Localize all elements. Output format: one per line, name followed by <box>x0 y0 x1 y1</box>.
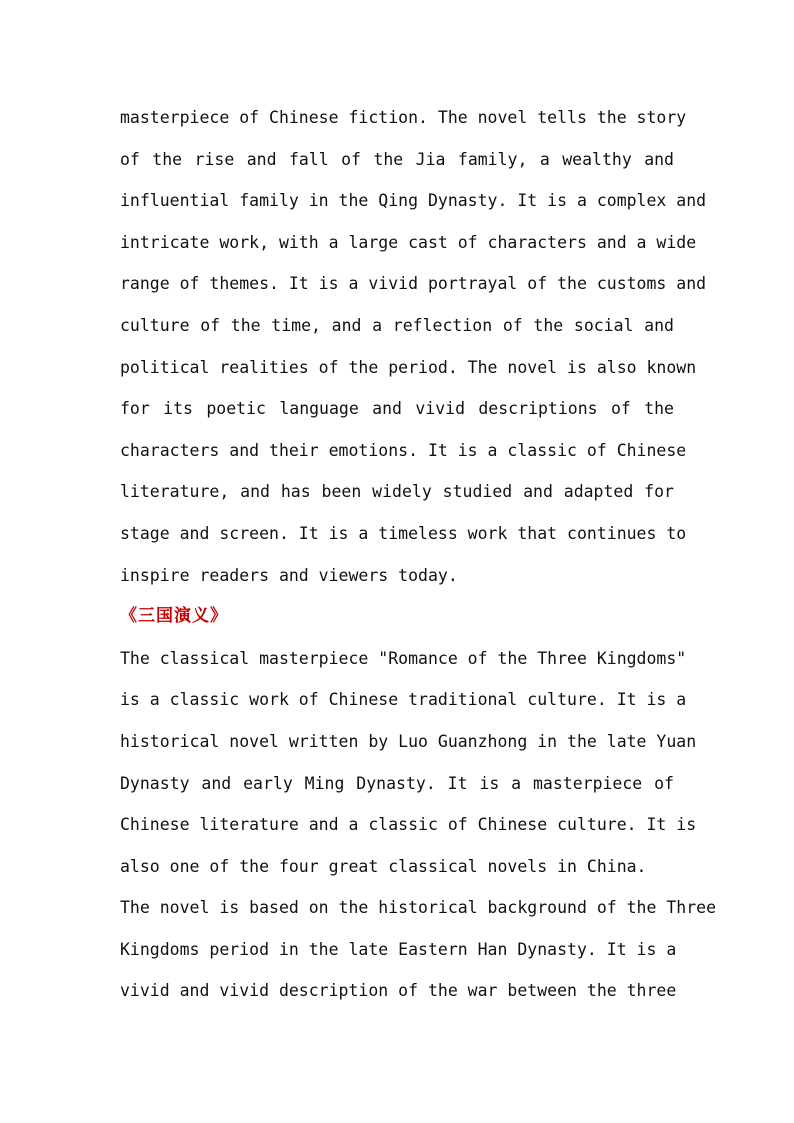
paragraph-dream-of-red-chamber <box>120 97 707 596</box>
text-line: characters and their emotions. It is a classic of Chinese <box>120 440 687 460</box>
text-line: literature, and has been widely studied and adapted for <box>120 482 674 502</box>
text-line: political realities of the period. The novel is also known <box>120 357 697 377</box>
text-line: also one of the four great classical novels in China. <box>120 856 647 876</box>
section-heading: 《三国演义》 <box>120 606 228 627</box>
text-line: The classical masterpiece "Romance of the Three Kingdoms" <box>120 648 687 668</box>
text-line: is a classic work of Chinese traditional culture. It is a <box>120 690 687 710</box>
text-line: vivid and vivid description of the war between the three <box>120 981 677 1001</box>
text-line: inspire readers and viewers today. <box>120 565 458 585</box>
text-line: masterpiece of Chinese fiction. The novel tells the story <box>120 108 687 127</box>
text-line: range of themes. It is a vivid portrayal of the customs and <box>120 274 707 294</box>
text-line: Chinese literature and a classic of Chinese culture. It is <box>120 815 697 835</box>
text-line: The novel is based on the historical background of the Three <box>120 898 717 918</box>
paragraph-romance-intro <box>120 638 697 888</box>
text-line: for its poetic language and vivid descriptions of the <box>120 399 674 419</box>
document-page <box>120 97 717 1012</box>
text-line: historical novel written by Luo Guanzhong in the late Yuan <box>120 731 697 751</box>
text-line: Kingdoms period in the late Eastern Han Dynasty. It is a <box>120 939 677 959</box>
text-line: stage and screen. It is a timeless work that continues to <box>120 523 687 543</box>
text-line: culture of the time, and a reflection of the social and <box>120 315 674 335</box>
paragraph-romance-background <box>120 887 717 1012</box>
text-line: Dynasty and early Ming Dynasty. It is a masterpiece of <box>120 773 674 793</box>
text-line: intricate work, with a large cast of characters and a wide <box>120 232 697 252</box>
text-line: influential family in the Qing Dynasty. It is a complex and <box>120 191 707 211</box>
text-line: of the rise and fall of the Jia family, a wealthy and <box>120 149 674 169</box>
